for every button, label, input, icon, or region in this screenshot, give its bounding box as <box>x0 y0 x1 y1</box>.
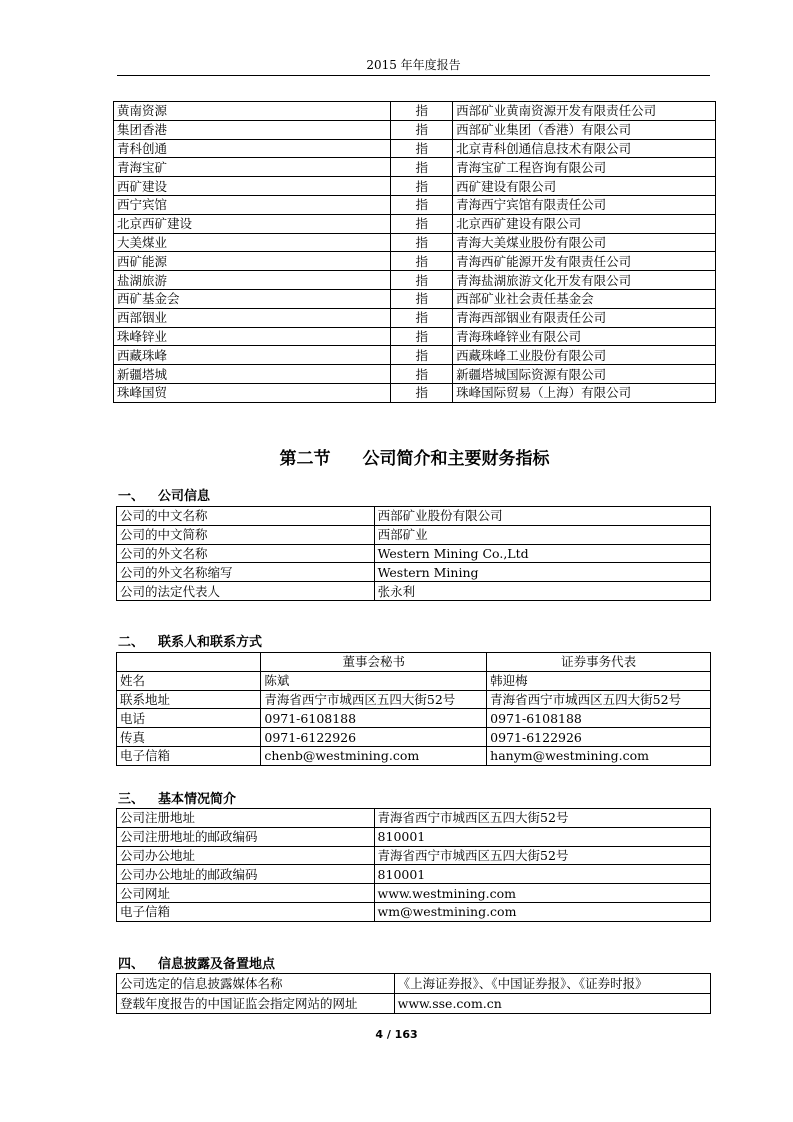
abbreviation-meaning: 青海宝矿工程咨询有限公司 <box>453 158 716 177</box>
abbreviation-term: 珠峰国贸 <box>114 383 391 402</box>
page-number: 4 / 163 <box>375 1028 418 1041</box>
basic-info-label: 公司办公地址 <box>117 846 375 865</box>
section-title <box>113 444 716 469</box>
contacts-row <box>117 709 711 728</box>
abbreviation-term: 集团香港 <box>114 120 391 139</box>
header-rule <box>117 75 710 76</box>
contacts-secretary-value: chenb@westmining.com <box>261 746 487 765</box>
company-info-heading: 一、 公司信息 <box>118 489 211 504</box>
abbreviation-mark: 指 <box>391 271 453 290</box>
basic-info-value: www.westmining.com <box>374 884 710 903</box>
abbreviation-term: 西矿建设 <box>114 177 391 196</box>
basic-info-value: 青海省西宁市城西区五四大街52号 <box>374 846 710 865</box>
company-info-row <box>117 507 711 526</box>
basic-info-label: 电子信箱 <box>117 902 375 921</box>
abbreviation-meaning: 青海西部铟业有限责任公司 <box>453 308 716 327</box>
basic-info-row <box>117 902 711 921</box>
abbreviation-row <box>114 327 716 346</box>
abbreviation-row <box>114 195 716 214</box>
abbreviation-term: 新疆塔城 <box>114 365 391 384</box>
abbreviation-row <box>114 289 716 308</box>
abbreviation-row <box>114 365 716 384</box>
abbreviation-meaning: 西部矿业社会责任基金会 <box>453 289 716 308</box>
contacts-row <box>117 671 711 690</box>
disclosure-label: 公司选定的信息披露媒体名称 <box>117 974 395 994</box>
section-heading: 公司简介和主要财务指标 <box>362 449 550 469</box>
contacts-secretary-value: 陈斌 <box>261 671 487 690</box>
abbreviation-term: 北京西矿建设 <box>114 214 391 233</box>
disclosure-value: 《上海证券报》、《中国证券报》、《证券时报》 <box>394 974 710 994</box>
disclosure-row <box>117 974 711 994</box>
abbreviation-mark: 指 <box>391 158 453 177</box>
abbreviation-mark: 指 <box>391 195 453 214</box>
contacts-table <box>116 652 711 766</box>
contacts-representative-value: hanym@westmining.com <box>487 746 711 765</box>
contacts-header-empty <box>117 653 261 672</box>
abbreviation-row <box>114 383 716 402</box>
abbreviation-mark: 指 <box>391 177 453 196</box>
abbreviation-mark: 指 <box>391 139 453 158</box>
disclosure-label: 登载年度报告的中国证监会指定网站的网址 <box>117 994 395 1014</box>
company-info-table <box>116 506 711 601</box>
basic-info-row <box>117 846 711 865</box>
basic-info-row <box>117 809 711 828</box>
abbreviation-mark: 指 <box>391 214 453 233</box>
company-info-row <box>117 563 711 582</box>
abbreviation-meaning: 新疆塔城国际资源有限公司 <box>453 365 716 384</box>
page-header: 2015 年年度报告 <box>366 58 461 72</box>
abbreviation-term: 盐湖旅游 <box>114 271 391 290</box>
abbreviation-mark: 指 <box>391 308 453 327</box>
contacts-header-row <box>117 653 711 672</box>
abbreviation-term: 西矿能源 <box>114 252 391 271</box>
abbreviation-meaning: 北京西矿建设有限公司 <box>453 214 716 233</box>
basic-info-label: 公司注册地址 <box>117 809 375 828</box>
abbreviation-meaning: 西藏珠峰工业股份有限公司 <box>453 346 716 365</box>
company-info-label: 公司的中文简称 <box>117 525 375 544</box>
abbreviation-mark: 指 <box>391 233 453 252</box>
basic-info-value: wm@westmining.com <box>374 902 710 921</box>
contacts-label: 传真 <box>117 728 261 747</box>
abbreviation-term: 西部铟业 <box>114 308 391 327</box>
abbreviation-meaning: 青海西矿能源开发有限责任公司 <box>453 252 716 271</box>
disclosure-value: www.sse.com.cn <box>394 994 710 1014</box>
abbreviation-mark: 指 <box>391 327 453 346</box>
company-info-value: Western Mining Co.,Ltd <box>374 544 710 563</box>
abbreviation-term: 青海宝矿 <box>114 158 391 177</box>
company-info-value: 张永利 <box>374 582 710 601</box>
abbreviation-table <box>113 101 716 403</box>
abbreviation-term: 青科创通 <box>114 139 391 158</box>
abbreviation-row <box>114 308 716 327</box>
abbreviation-row <box>114 177 716 196</box>
contacts-secretary-value: 0971-6122926 <box>261 728 487 747</box>
abbreviation-row <box>114 252 716 271</box>
basic-info-value: 810001 <box>374 827 710 846</box>
company-info-value: Western Mining <box>374 563 710 582</box>
abbreviation-meaning: 西部矿业黄南资源开发有限责任公司 <box>453 102 716 121</box>
contacts-header-representative: 证券事务代表 <box>487 653 711 672</box>
basic-info-label: 公司网址 <box>117 884 375 903</box>
contacts-label: 电话 <box>117 709 261 728</box>
abbreviation-mark: 指 <box>391 365 453 384</box>
contacts-header-secretary: 董事会秘书 <box>261 653 487 672</box>
abbreviation-mark: 指 <box>391 120 453 139</box>
contacts-representative-value: 0971-6122926 <box>487 728 711 747</box>
contacts-secretary-value: 0971-6108188 <box>261 709 487 728</box>
company-info-label: 公司的外文名称缩写 <box>117 563 375 582</box>
abbreviation-row <box>114 346 716 365</box>
abbreviation-meaning: 珠峰国际贸易（上海）有限公司 <box>453 383 716 402</box>
section-number: 第二节 <box>279 449 331 469</box>
abbreviation-row <box>114 233 716 252</box>
contacts-heading: 二、 联系人和联系方式 <box>118 635 263 650</box>
abbreviation-meaning: 青海珠峰锌业有限公司 <box>453 327 716 346</box>
abbreviation-mark: 指 <box>391 346 453 365</box>
basic-info-label: 公司办公地址的邮政编码 <box>117 865 375 884</box>
abbreviation-mark: 指 <box>391 383 453 402</box>
contacts-row <box>117 690 711 709</box>
abbreviation-row <box>114 102 716 121</box>
contacts-secretary-value: 青海省西宁市城西区五四大街52号 <box>261 690 487 709</box>
company-info-value: 西部矿业 <box>374 525 710 544</box>
basic-info-table <box>116 808 711 922</box>
contacts-representative-value: 韩迎梅 <box>487 671 711 690</box>
abbreviation-meaning: 西矿建设有限公司 <box>453 177 716 196</box>
abbreviation-mark: 指 <box>391 102 453 121</box>
abbreviation-meaning: 青海盐湖旅游文化开发有限公司 <box>453 271 716 290</box>
abbreviation-term: 西藏珠峰 <box>114 346 391 365</box>
abbreviation-mark: 指 <box>391 289 453 308</box>
basic-info-row <box>117 827 711 846</box>
basic-info-value: 青海省西宁市城西区五四大街52号 <box>374 809 710 828</box>
abbreviation-term: 西矿基金会 <box>114 289 391 308</box>
contacts-representative-value: 青海省西宁市城西区五四大街52号 <box>487 690 711 709</box>
abbreviation-term: 大美煤业 <box>114 233 391 252</box>
abbreviation-meaning: 西部矿业集团（香港）有限公司 <box>453 120 716 139</box>
basic-info-row <box>117 865 711 884</box>
abbreviation-meaning: 青海西宁宾馆有限责任公司 <box>453 195 716 214</box>
disclosure-heading: 四、 信息披露及备置地点 <box>118 957 276 972</box>
contacts-representative-value: 0971-6108188 <box>487 709 711 728</box>
disclosure-table <box>116 973 711 1014</box>
contacts-row <box>117 746 711 765</box>
abbreviation-term: 西宁宾馆 <box>114 195 391 214</box>
abbreviation-meaning: 青海大美煤业股份有限公司 <box>453 233 716 252</box>
abbreviation-row <box>114 158 716 177</box>
abbreviation-term: 珠峰锌业 <box>114 327 391 346</box>
company-info-row <box>117 544 711 563</box>
company-info-label: 公司的中文名称 <box>117 507 375 526</box>
abbreviation-row <box>114 214 716 233</box>
company-info-row <box>117 582 711 601</box>
basic-info-row <box>117 884 711 903</box>
disclosure-row <box>117 994 711 1014</box>
company-info-row <box>117 525 711 544</box>
abbreviation-row <box>114 271 716 290</box>
company-info-value: 西部矿业股份有限公司 <box>374 507 710 526</box>
abbreviation-term: 黄南资源 <box>114 102 391 121</box>
abbreviation-row <box>114 139 716 158</box>
contacts-row <box>117 728 711 747</box>
abbreviation-row <box>114 120 716 139</box>
basic-info-heading: 三、 基本情况简介 <box>118 792 237 807</box>
company-info-label: 公司的外文名称 <box>117 544 375 563</box>
contacts-label: 电子信箱 <box>117 746 261 765</box>
contacts-label: 姓名 <box>117 671 261 690</box>
basic-info-label: 公司注册地址的邮政编码 <box>117 827 375 846</box>
abbreviation-meaning: 北京青科创通信息技术有限公司 <box>453 139 716 158</box>
abbreviation-mark: 指 <box>391 252 453 271</box>
contacts-label: 联系地址 <box>117 690 261 709</box>
company-info-label: 公司的法定代表人 <box>117 582 375 601</box>
basic-info-value: 810001 <box>374 865 710 884</box>
